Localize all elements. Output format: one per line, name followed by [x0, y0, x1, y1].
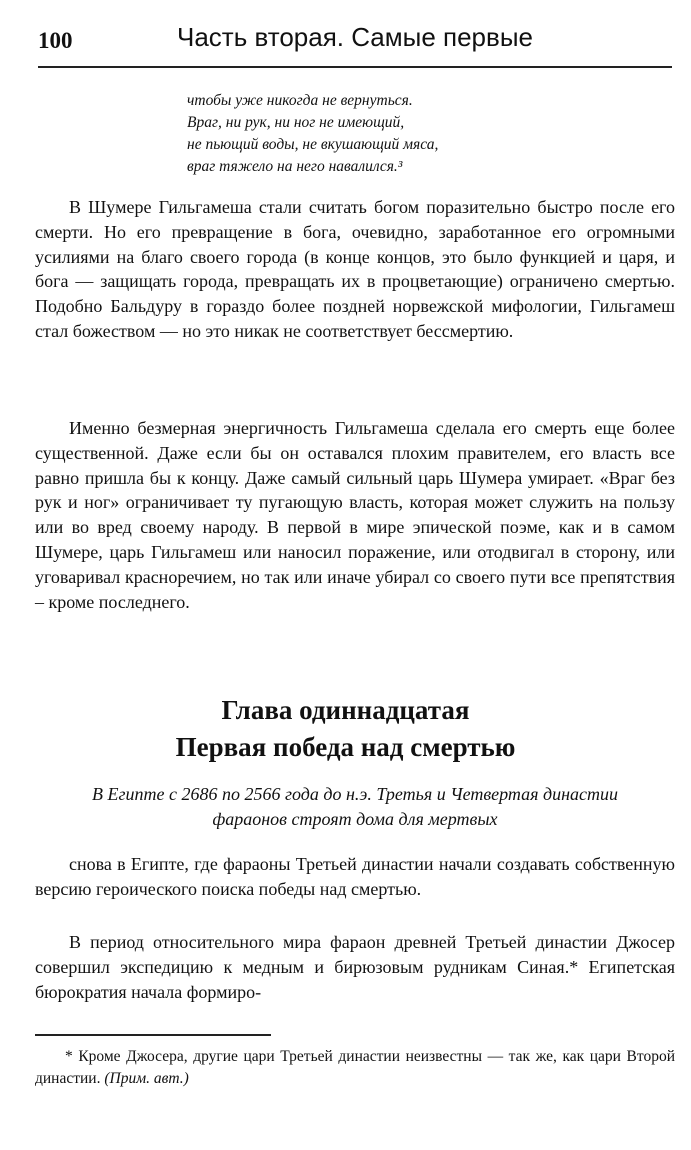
chapter-title: Первая победа над смертью — [175, 732, 516, 762]
running-title: Часть вторая. Самые первые — [177, 22, 533, 52]
page-header — [0, 18, 691, 68]
paragraph-text: Именно безмерная энергичность Гильгамеша сделала его смерть еще более существенной. Даже если бы он оставался плохим правителем, его власть все равно пришла бы к концу. Даже самый сильный царь Шумера умирает. «Враг без рук и ног» ограничивает ту пугающую власть, которая может служить на пользу или во вред своему народу. В первой в мире эпической поэме, как и в самом Шумере, царь Гильгамеш или наносил поражение, или отодвигал в сторону, или уговаривал красноречием, но так или иначе убирал со своего пути все препятствия – кроме последнего. — [35, 418, 675, 612]
epigraph — [187, 90, 647, 178]
footnote — [35, 1046, 675, 1090]
page-number: 100 — [38, 28, 73, 53]
epigraph-line: Враг, ни рук, ни ног не имеющий, — [187, 114, 405, 131]
paragraph-text: В период относительного мира фараон древней Третьей династии Джосер совершил экспедицию к медным и бирюзовым рудникам Синая.* Египетская бюрократия начала формиро- — [35, 932, 675, 1002]
footnote-text: * Кроме Джосера, другие цари Третьей династии неизвестны — так же, как цари Второй династии. — [35, 1048, 675, 1087]
body-paragraph-4 — [35, 930, 675, 1004]
paragraph-text: снова в Египте, где фараоны Третьей династии начали создавать собственную версию героического поиска победы над смертью. — [35, 854, 675, 899]
epigraph-line: чтобы уже никогда не вернуться. — [187, 92, 413, 109]
chapter-number: Глава одиннадцатая — [221, 695, 470, 725]
footnote-author-note: (Прим. авт.) — [104, 1070, 189, 1087]
body-paragraph-3 — [35, 852, 675, 902]
body-paragraph-2 — [35, 416, 675, 614]
paragraph-text: В Шумере Гильгамеша стали считать богом поразительно быстро после его смерти. Но его превращение в бога, очевидно, заработанное его огромными усилиями на благо своего города (в конце концов, это было функцией и царя, и бога — защищать города, превращать их в процветающие) ограничено смертью. Подобно Бальдуру в гораздо более поздней норвежской мифологии, Гильгамеш стал божеством — но это никак не соответствует бессмертию. — [35, 197, 675, 341]
epigraph-line: не пьющий воды, не вкушающий мяса, — [187, 136, 439, 153]
header-rule — [38, 66, 672, 68]
footnote-rule — [35, 1034, 271, 1036]
epigraph-line: враг тяжело на него навалился.³ — [187, 158, 403, 175]
body-paragraph-1 — [35, 195, 675, 344]
chapter-subtitle: В Египте с 2686 по 2566 года до н.э. Третья и Четвертая династии фараонов строят дома для мертвых — [91, 784, 619, 829]
